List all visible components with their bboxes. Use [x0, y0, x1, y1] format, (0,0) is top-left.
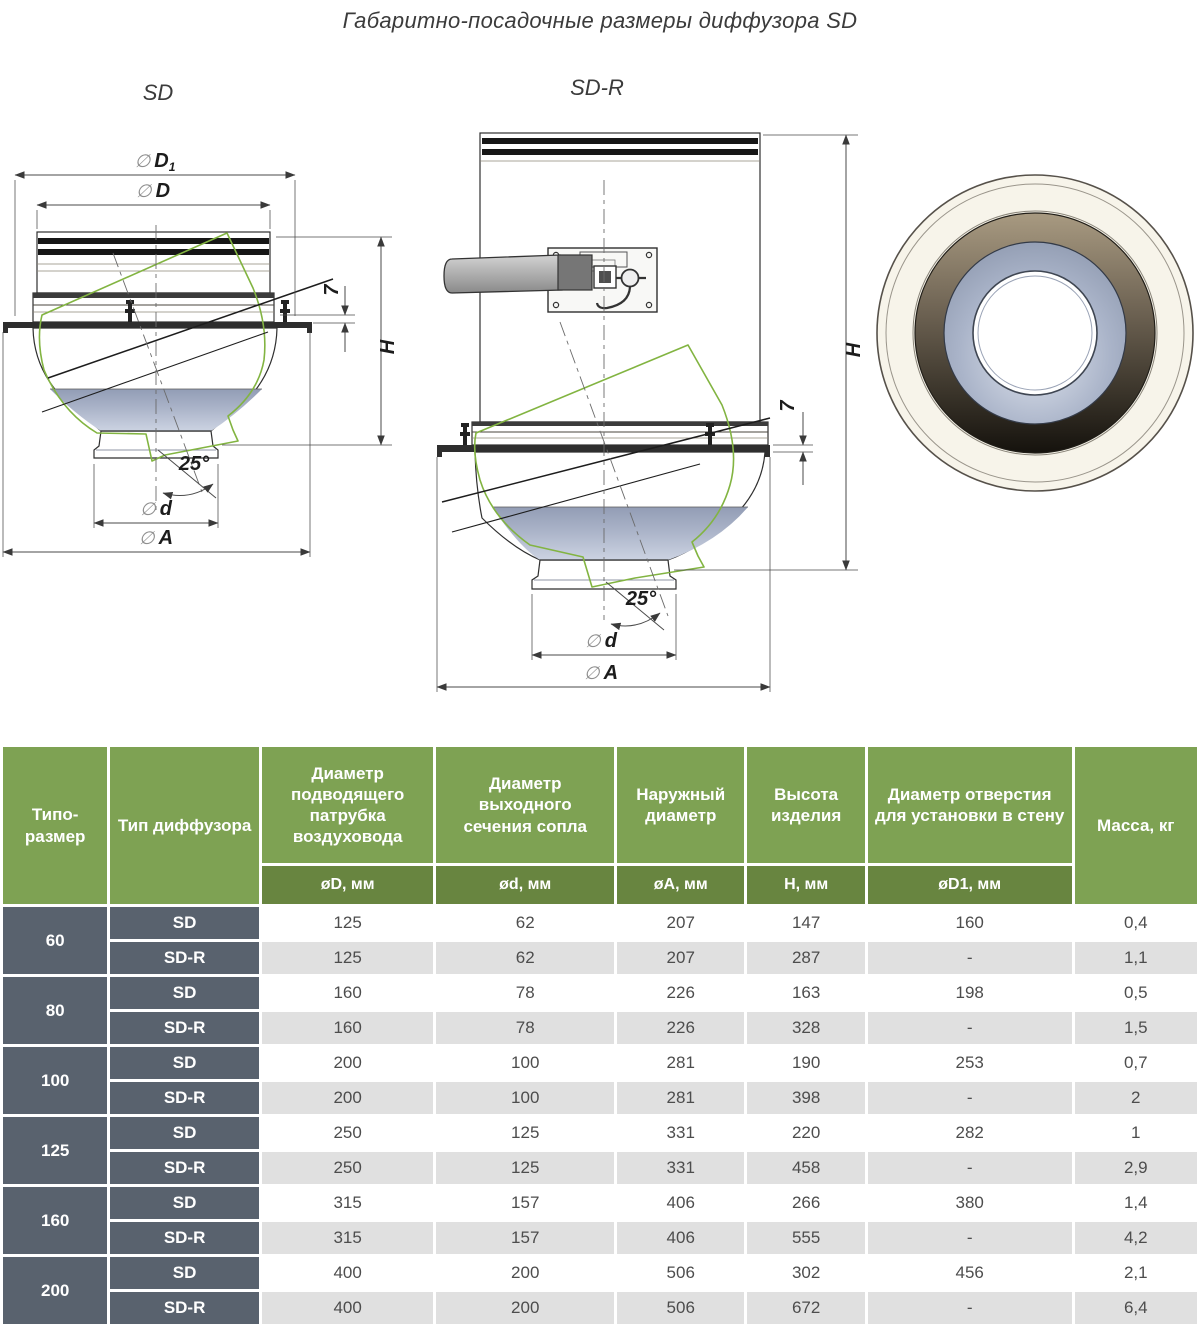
value-cell: 282 [868, 1117, 1072, 1149]
type-cell: SD-R [110, 1292, 259, 1324]
value-cell: 157 [436, 1187, 614, 1219]
value-cell: 78 [436, 1012, 614, 1044]
value-cell: 406 [617, 1222, 744, 1254]
value-cell: 398 [747, 1082, 864, 1114]
subheader-a: øA, мм [617, 866, 744, 904]
value-cell: 250 [262, 1152, 434, 1184]
col-header-wall: Диаметр отверстия для установки в стену [868, 747, 1072, 863]
dim-label-a: ∅ A [583, 662, 619, 684]
value-cell: 157 [436, 1222, 614, 1254]
sdr-flange [437, 445, 770, 452]
value-cell: 506 [617, 1292, 744, 1324]
type-cell: SD [110, 1117, 259, 1149]
value-cell: 328 [747, 1012, 864, 1044]
col-header-height: Высота изделия [747, 747, 864, 863]
value-cell: 62 [436, 942, 614, 974]
type-cell: SD [110, 907, 259, 939]
handle-clamp [558, 255, 592, 290]
value-cell: 456 [868, 1257, 1072, 1289]
sdr-body [437, 133, 770, 589]
value-cell: 315 [262, 1222, 434, 1254]
size-cell: 125 [3, 1117, 107, 1184]
dim-label-h: H [377, 339, 399, 355]
value-cell: 302 [747, 1257, 864, 1289]
sd-body [3, 232, 312, 458]
value-cell: 100 [436, 1047, 614, 1079]
value-cell: 2 [1075, 1082, 1197, 1114]
value-cell: 0,4 [1075, 907, 1197, 939]
handle-bar [444, 255, 562, 293]
col-header-size: Типо-размер [3, 747, 107, 904]
value-cell: 253 [868, 1047, 1072, 1079]
dim-label-d-small: ∅ d [140, 498, 172, 520]
value-cell: 406 [617, 1187, 744, 1219]
sdr-seal-ring [482, 138, 758, 144]
size-cell: 80 [3, 977, 107, 1044]
value-cell: 400 [262, 1257, 434, 1289]
type-cell: SD-R [110, 1222, 259, 1254]
value-cell: 0,7 [1075, 1047, 1197, 1079]
col-header-type: Тип диффузора [110, 747, 259, 904]
sdr-dim-H [674, 135, 865, 570]
value-cell: 147 [747, 907, 864, 939]
sdr-damper-handle [444, 248, 657, 312]
value-cell: 331 [617, 1117, 744, 1149]
value-cell: 190 [747, 1047, 864, 1079]
value-cell: 1,4 [1075, 1187, 1197, 1219]
value-cell: 287 [747, 942, 864, 974]
value-cell: - [868, 1152, 1072, 1184]
value-cell: 163 [747, 977, 864, 1009]
type-cell: SD [110, 1047, 259, 1079]
value-cell: 200 [262, 1047, 434, 1079]
dim-label-angle: 25° [178, 453, 210, 475]
value-cell: 1,1 [1075, 942, 1197, 974]
sdr-bowl-blue-band [492, 507, 748, 560]
sd-dim-angle [158, 450, 216, 498]
value-cell: 331 [617, 1152, 744, 1184]
value-cell: 555 [747, 1222, 864, 1254]
value-cell: 220 [747, 1117, 864, 1149]
front-outlet-hole [973, 271, 1097, 395]
sd-bolt [280, 300, 290, 322]
type-cell: SD [110, 1187, 259, 1219]
sdr-bolt [460, 423, 470, 445]
type-cell: SD-R [110, 1152, 259, 1184]
value-cell: 458 [747, 1152, 864, 1184]
col-header-outer: Наружный диаметр [617, 747, 744, 863]
value-cell: 672 [747, 1292, 864, 1324]
dim-label-7: 7 [321, 284, 343, 296]
value-cell: 1,5 [1075, 1012, 1197, 1044]
value-cell: 281 [617, 1047, 744, 1079]
value-cell: 125 [262, 942, 434, 974]
value-cell: 207 [617, 907, 744, 939]
value-cell: 62 [436, 907, 614, 939]
size-cell: 100 [3, 1047, 107, 1114]
value-cell: 400 [262, 1292, 434, 1324]
value-cell: 100 [436, 1082, 614, 1114]
sd-dim-D1 [15, 150, 295, 316]
col-header-inlet: Диаметр подводящего патрубка воздуховода [262, 747, 434, 863]
value-cell: 380 [868, 1187, 1072, 1219]
value-cell: 2,9 [1075, 1152, 1197, 1184]
dim-label-d1: ∅ $D_1$ [134, 150, 176, 174]
value-cell: 0,5 [1075, 977, 1197, 1009]
sd-side-view [3, 80, 399, 557]
type-cell: SD-R [110, 1012, 259, 1044]
sd-seal-ring [38, 238, 269, 244]
value-cell: 125 [436, 1117, 614, 1149]
dim-label-angle: 25° [625, 588, 657, 610]
page-title: Габаритно-посадочные размеры диффузора SD [342, 8, 858, 33]
sd-dim-D [37, 180, 270, 229]
size-cell: 60 [3, 907, 107, 974]
sd-dim-H [222, 237, 399, 445]
dim-label-d: ∅ D [135, 180, 171, 202]
subheader-d: øD, мм [262, 866, 434, 904]
front-view [877, 175, 1193, 491]
size-cell: 200 [3, 1257, 107, 1324]
value-cell: 6,4 [1075, 1292, 1197, 1324]
value-cell: 78 [436, 977, 614, 1009]
type-cell: SD [110, 1257, 259, 1289]
value-cell: 226 [617, 977, 744, 1009]
value-cell: - [868, 1292, 1072, 1324]
value-cell: 315 [262, 1187, 434, 1219]
drawing-label-sdr: SD-R [570, 75, 624, 100]
value-cell: 125 [262, 907, 434, 939]
value-cell: 250 [262, 1117, 434, 1149]
sd-flange [3, 322, 312, 328]
technical-drawings [0, 60, 1200, 746]
value-cell: 1 [1075, 1117, 1197, 1149]
value-cell: - [868, 1222, 1072, 1254]
sd-bolt [125, 300, 135, 322]
value-cell: 226 [617, 1012, 744, 1044]
value-cell: 281 [617, 1082, 744, 1114]
sdr-dim-angle [606, 582, 664, 630]
dimensions-table [0, 744, 1200, 1327]
value-cell: 266 [747, 1187, 864, 1219]
value-cell: 200 [262, 1082, 434, 1114]
handle-pivot [622, 270, 639, 287]
size-cell: 160 [3, 1187, 107, 1254]
value-cell: 160 [868, 907, 1072, 939]
dim-label-a: ∅ A [138, 527, 174, 549]
value-cell: - [868, 1012, 1072, 1044]
sdr-side-view [437, 75, 865, 692]
type-cell: SD [110, 977, 259, 1009]
value-cell: 160 [262, 1012, 434, 1044]
sdr-dim-7 [773, 400, 813, 485]
type-cell: SD-R [110, 1082, 259, 1114]
subheader-d1: øD1, мм [868, 866, 1072, 904]
sdr-seal-ring [482, 149, 758, 155]
col-header-mass: Масса, кг [1075, 747, 1197, 904]
value-cell: 160 [262, 977, 434, 1009]
value-cell: 4,2 [1075, 1222, 1197, 1254]
value-cell: - [868, 942, 1072, 974]
drawing-label-sd: SD [142, 80, 174, 105]
value-cell: 506 [617, 1257, 744, 1289]
type-cell: SD-R [110, 942, 259, 974]
subheader-dd: ød, мм [436, 866, 614, 904]
value-cell: 2,1 [1075, 1257, 1197, 1289]
dim-label-7: 7 [777, 400, 799, 412]
value-cell: 207 [617, 942, 744, 974]
col-header-outlet: Диаметр выходного сечения сопла [436, 747, 614, 863]
dim-label-d-small: ∅ d [585, 630, 617, 652]
value-cell: - [868, 1082, 1072, 1114]
value-cell: 125 [436, 1152, 614, 1184]
value-cell: 200 [436, 1257, 614, 1289]
value-cell: 200 [436, 1292, 614, 1324]
subheader-h: Н, мм [747, 866, 864, 904]
dim-label-h: H [843, 342, 865, 358]
value-cell: 198 [868, 977, 1072, 1009]
